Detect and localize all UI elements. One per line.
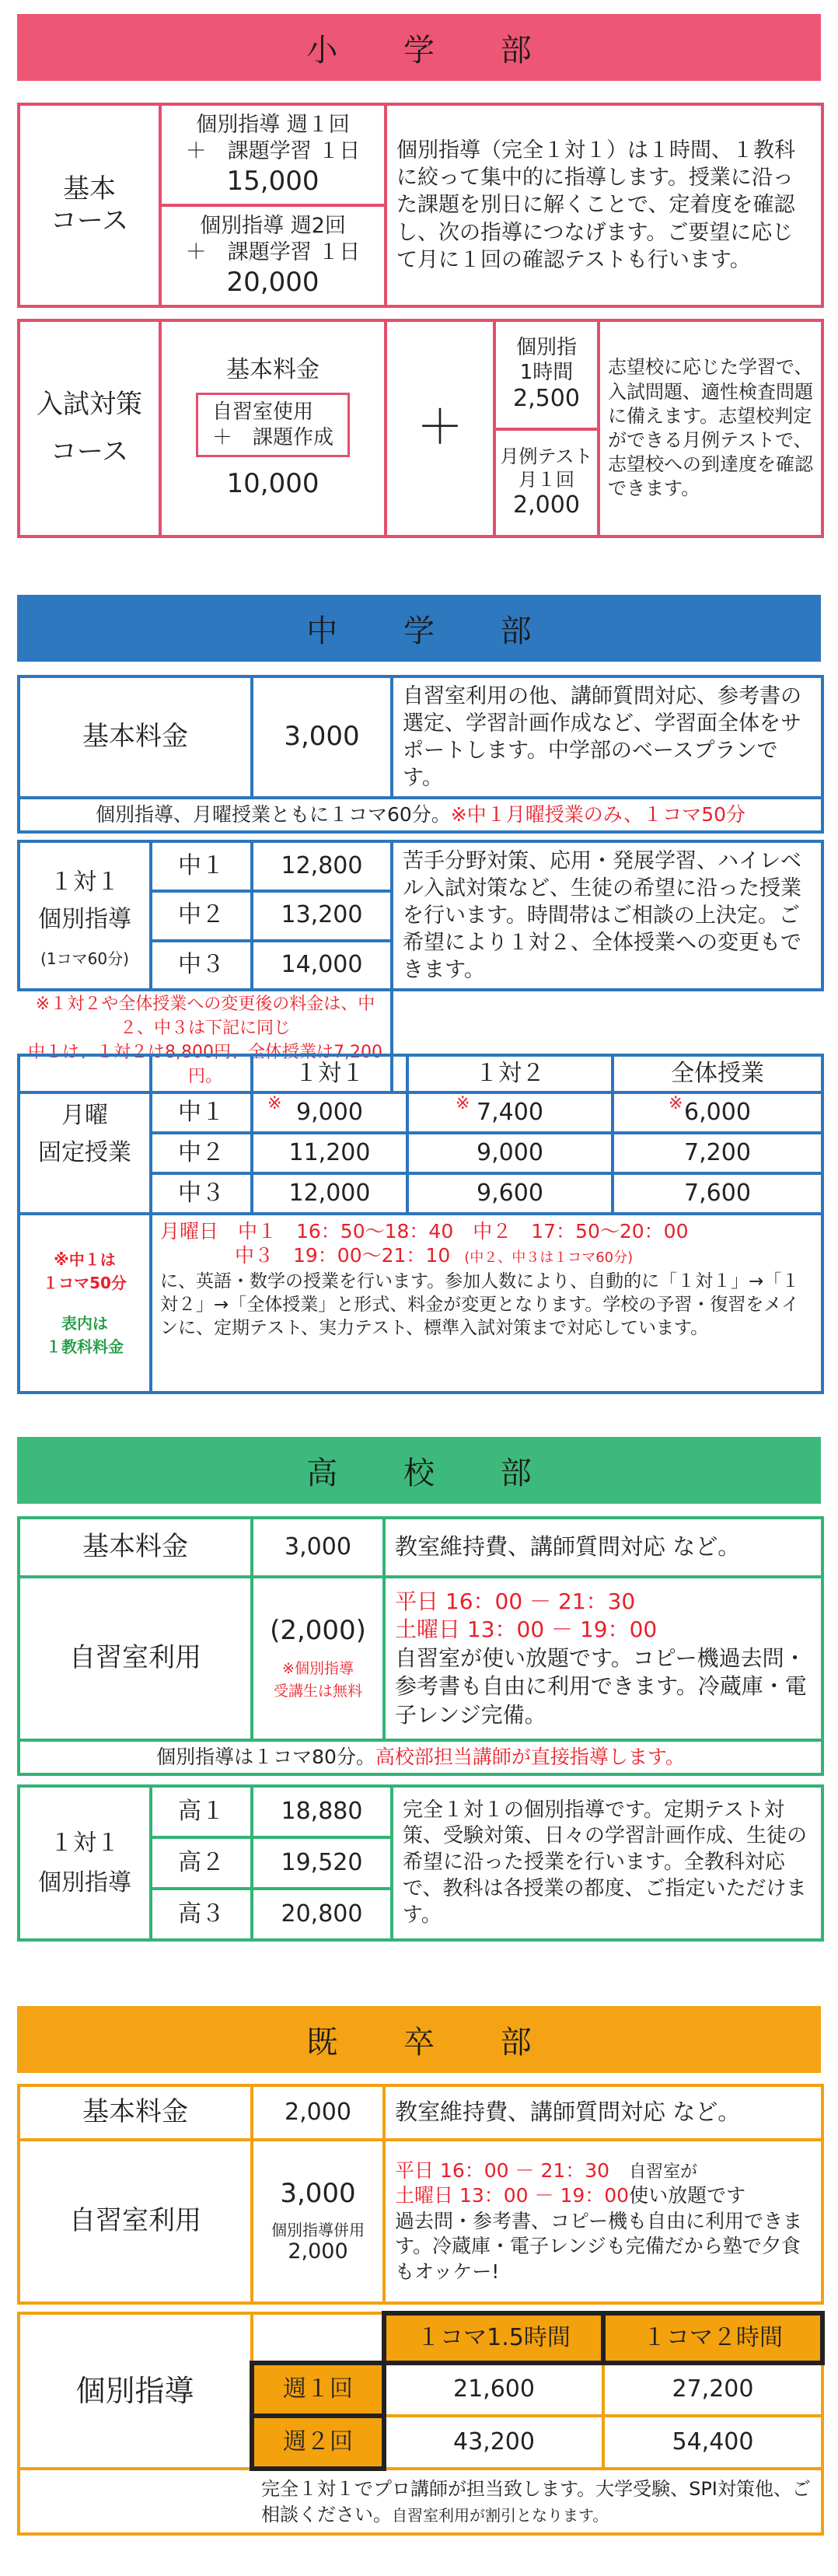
high-grade-3: 高３ xyxy=(151,1889,252,1940)
jishu-box: 自習室使用 ＋ 課題作成 xyxy=(196,393,350,457)
graduate-jishu-label: 自習室利用 xyxy=(19,2140,252,2303)
high-price-3: 20,800 xyxy=(252,1889,392,1940)
high-price-1: 18,880 xyxy=(252,1786,392,1837)
middle-grade-1: 中１ xyxy=(151,841,252,891)
monday-side-notes xyxy=(19,1214,151,1393)
exam-desc: 志望校に応じた学習で、入試問題、適性検査問題に備えます。志望校判定ができる月例テストで、志望校への到達度を確認できます。 xyxy=(599,320,822,537)
monday-side-note-1: ※中１は １コマ50分 xyxy=(43,1250,127,1292)
middle-basic-price: 3,000 xyxy=(252,676,392,798)
high-note-text: 個別指導は１コマ80分。 xyxy=(156,1745,375,1768)
graduate-jishu-sub: 個別指導併用 xyxy=(271,2221,365,2240)
monday-r1-v3-value: 6,000 xyxy=(684,1098,751,1126)
plan1-line1: 個別指導 週１回 xyxy=(196,113,350,137)
monday-side-note-2: 表内は １教科料金 xyxy=(46,1314,124,1356)
monday-grade-1: 中１ xyxy=(151,1092,252,1133)
graduate-r2-v2: 54,400 xyxy=(603,2416,822,2469)
monday-r1-v2-value: 7,400 xyxy=(477,1098,543,1126)
basic-course-label: 基本 コース xyxy=(19,104,160,306)
kobetsu-price: 2,500 xyxy=(513,385,580,413)
graduate-kobetsu-desc-small: 自習室利用が割引となります。 xyxy=(392,2505,609,2525)
high-jishu-time2: 土曜日 13：00 － 19：00 xyxy=(395,1617,658,1643)
graduate-time2-line xyxy=(395,2183,812,2209)
elementary-title-bar xyxy=(17,14,821,81)
graduate-jishu-desc-cell xyxy=(384,2140,822,2303)
monday-header-3: 全体授業 xyxy=(613,1055,822,1092)
graduate-kobetsu-label: 個別指導 xyxy=(19,2313,252,2469)
graduate-kobetsu-desc-cell xyxy=(252,2469,822,2534)
monday-r1-v3 xyxy=(613,1092,822,1133)
monday-r2-v1: 11,200 xyxy=(252,1133,407,1173)
monday-r2-v2: 9,000 xyxy=(407,1133,613,1173)
high-title: 高 校 部 xyxy=(306,1455,560,1491)
plus-sign: ＋ xyxy=(386,320,494,537)
graduate-header-2: １コマ２時間 xyxy=(603,2313,822,2363)
middle-note-red: ※中１月曜授業のみ、１コマ50分 xyxy=(450,803,746,827)
monday-r3-v2: 9,600 xyxy=(407,1173,613,1214)
middle-basic-table xyxy=(17,675,824,834)
graduate-header-1: １コマ1.5時間 xyxy=(384,2313,603,2363)
plan2-price: 20,000 xyxy=(226,266,319,298)
monday-r3-v3: 7,600 xyxy=(613,1173,822,1214)
plan1-price: 15,000 xyxy=(226,165,319,197)
middle-kobetsu-sub: (1コマ60分) xyxy=(40,949,129,968)
monday-r1-v1 xyxy=(252,1092,407,1133)
kobetsu-label: 個別指 1時間 xyxy=(515,335,577,384)
kobetsu-cell xyxy=(494,320,599,429)
monday-grade-3: 中３ xyxy=(151,1173,252,1214)
graduate-freq-2: 週２回 xyxy=(252,2416,384,2469)
monday-r1-v1-value: 9,000 xyxy=(296,1098,363,1126)
high-jishu-price: (2,000) xyxy=(270,1614,366,1646)
exam-base-fee-cell xyxy=(160,320,386,537)
elementary-title: 小 学 部 xyxy=(306,32,560,68)
middle-note-text: 個別指導、月曜授業ともに１コマ60分。 xyxy=(95,803,451,827)
high-kobetsu-table xyxy=(17,1784,824,1942)
graduate-basic-table xyxy=(17,2084,824,2305)
middle-price-3: 14,000 xyxy=(252,941,392,991)
high-grade-1: 高１ xyxy=(151,1786,252,1837)
plan1-cell xyxy=(160,104,386,205)
graduate-basic-desc: 教室維持費、講師質問対応 など。 xyxy=(384,2085,822,2140)
graduate-title: 既 卒 部 xyxy=(306,2024,560,2060)
graduate-time1-line xyxy=(395,2158,812,2184)
elementary-exam-table xyxy=(17,319,824,538)
base-fee-price: 10,000 xyxy=(226,468,319,500)
monday-header-1: １対１ xyxy=(252,1055,407,1092)
monday-r1-v2 xyxy=(407,1092,613,1133)
graduate-kobetsu-table xyxy=(17,2311,825,2536)
monthly-test-cell xyxy=(494,429,599,537)
elementary-table xyxy=(17,103,824,308)
high-price-2: 19,520 xyxy=(252,1837,392,1889)
middle-kobetsu-title: １対１ 個別指導 xyxy=(38,868,131,933)
monday-schedule-line2-wrap xyxy=(160,1244,813,1268)
high-jishu-note: ※個別指導 受講生は無料 xyxy=(273,1660,362,1700)
monday-r2-v3: 7,200 xyxy=(613,1133,822,1173)
graduate-r2-v1: 43,200 xyxy=(384,2416,603,2469)
middle-price-2: 13,200 xyxy=(252,891,392,941)
basic-course-desc: 個別指導（完全１対１）は１時間、１教科に絞って集中的に指導します。授業に沿った課題を別日に解くことで、定着度を確認し、次の指導につなげます。ご要望に応じて月に１回の確認テストも行います。 xyxy=(386,104,822,306)
graduate-freq-1: 週１回 xyxy=(252,2363,384,2416)
middle-price-1: 12,800 xyxy=(252,841,392,891)
plan2-line1: 個別指導 週2回 xyxy=(200,214,346,238)
middle-basic-desc: 自習室利用の他、講師質問対応、参考書の選定、学習計画作成など、学習面全体をサポートします。中学部のベースプランです。 xyxy=(392,676,822,798)
monthly-test-price: 2,000 xyxy=(513,491,580,519)
middle-basic-label: 基本料金 xyxy=(19,676,252,798)
monthly-test-label: 月例テスト 月１回 xyxy=(500,446,593,491)
monday-schedule-cell xyxy=(151,1214,822,1393)
monday-header-2: １対２ xyxy=(407,1055,613,1092)
monday-r1-v1-star: ※ xyxy=(267,1094,282,1113)
monday-schedule-note: (中２、中３は１コマ60分) xyxy=(464,1249,634,1266)
high-kobetsu-desc: 完全１対１の個別指導です。定期テスト対策、受験対策、日々の学習計画作成、生徒の希望に沿った授業を行います。全教科対応で、教科は各授業の都度、ご指定いただけます。 xyxy=(392,1786,822,1940)
monday-schedule-line2: 中３ 19：00〜21：10 xyxy=(235,1243,451,1267)
graduate-kobetsu-desc: 完全１対１でプロ講師が担当致します。大学受験、SPI対策他、ご相談ください。 xyxy=(261,2478,811,2525)
middle-grade-3: 中３ xyxy=(151,941,252,991)
middle-kobetsu-desc: 苦手分野対策、応用・発展学習、ハイレベル入試対策など、生徒の希望に沿った授業を行います。時間帯はご相談の上決定。ご希望により１対２、全体授業への変更もできます。 xyxy=(392,841,822,990)
graduate-desc-spacer xyxy=(19,2469,252,2534)
high-basic-table xyxy=(17,1516,824,1776)
high-basic-label: 基本料金 xyxy=(19,1518,252,1577)
graduate-jishu-desc: 過去問・参考書、コピー機も自由に利用できます。冷蔵庫・電子レンジも完備だから塾で夕食もオッケー! xyxy=(395,2209,803,2283)
high-basic-price: 3,000 xyxy=(252,1518,384,1577)
monday-grade-2: 中２ xyxy=(151,1133,252,1173)
graduate-basic-price: 2,000 xyxy=(252,2085,384,2140)
monday-desc: に、英語・数学の授業を行います。参加人数により、自動的に「１対１」→「１対２」→「全体授業」と形式、料金が変更となります。学校の予習・復習をメインに、定期テスト、実力テスト、標準入試対策まで対応しています。 xyxy=(160,1271,800,1338)
high-jishu-price-cell xyxy=(252,1577,384,1740)
graduate-jishu-time2: 土曜日 13：00 － 19：00 xyxy=(395,2184,630,2207)
graduate-time1-tail: 自習室が xyxy=(629,2162,698,2182)
monday-r3-v1: 12,000 xyxy=(252,1173,407,1214)
high-grade-2: 高２ xyxy=(151,1837,252,1889)
plan1-line2: ＋ 課題学習 １日 xyxy=(185,138,361,163)
monday-schedule-line1: 月曜日 中１ 16：50〜18：40 中２ 17：50〜20：00 xyxy=(160,1220,689,1243)
high-jishu-time1: 平日 16：00 － 21：30 xyxy=(395,1589,636,1615)
graduate-jishu-sub-price: 2,000 xyxy=(288,2239,348,2264)
middle-change-note: ※１対２や全体授業への変更後の料金は、中２、中３は下記に同じ 中１は、１対２は8,800円、全体授業は7,200円。 xyxy=(19,990,392,1092)
plan2-line2: ＋ 課題学習 １日 xyxy=(185,239,361,264)
monday-label: 月曜 固定授業 xyxy=(19,1055,151,1214)
middle-monday-table xyxy=(17,1054,824,1394)
high-note-red: 高校部担当講師が直接指導します。 xyxy=(375,1745,685,1768)
graduate-time2-tail: 使い放題です xyxy=(629,2184,746,2207)
exam-course-label: 入試対策 コース xyxy=(19,320,160,537)
high-title-bar xyxy=(17,1437,821,1504)
graduate-r1-v2: 27,200 xyxy=(603,2363,822,2416)
high-jishu-label: 自習室利用 xyxy=(19,1577,252,1740)
middle-title-bar xyxy=(17,595,821,662)
monday-r1-v3-star: ※ xyxy=(669,1094,683,1113)
graduate-r1-v1: 21,600 xyxy=(384,2363,603,2416)
middle-kobetsu-label xyxy=(19,841,151,990)
graduate-basic-label: 基本料金 xyxy=(19,2085,252,2140)
monday-r1-v2-star: ※ xyxy=(456,1094,470,1113)
middle-note-line xyxy=(19,798,822,832)
graduate-corner xyxy=(252,2313,384,2363)
graduate-jishu-time1: 平日 16：00 － 21：30 xyxy=(395,2158,610,2182)
graduate-jishu-price: 3,000 xyxy=(280,2177,356,2209)
middle-title: 中 学 部 xyxy=(306,613,560,649)
middle-grade-2: 中２ xyxy=(151,891,252,941)
high-kobetsu-label: １対１ 個別指導 xyxy=(19,1786,151,1940)
monday-corner xyxy=(151,1055,252,1092)
high-note-line xyxy=(19,1740,822,1774)
graduate-jishu-price-cell xyxy=(252,2140,384,2303)
high-jishu-desc: 自習室が使い放題です。コピー機過去問・参考書も自由に利用できます。冷蔵庫・電子レンジ完備。 xyxy=(395,1645,807,1728)
plan2-cell xyxy=(160,205,386,306)
high-basic-desc: 教室維持費、講師質問対応 など。 xyxy=(384,1518,822,1577)
graduate-title-bar xyxy=(17,2006,821,2073)
high-jishu-desc-cell xyxy=(384,1577,822,1740)
base-fee-label: 基本料金 xyxy=(226,356,319,384)
